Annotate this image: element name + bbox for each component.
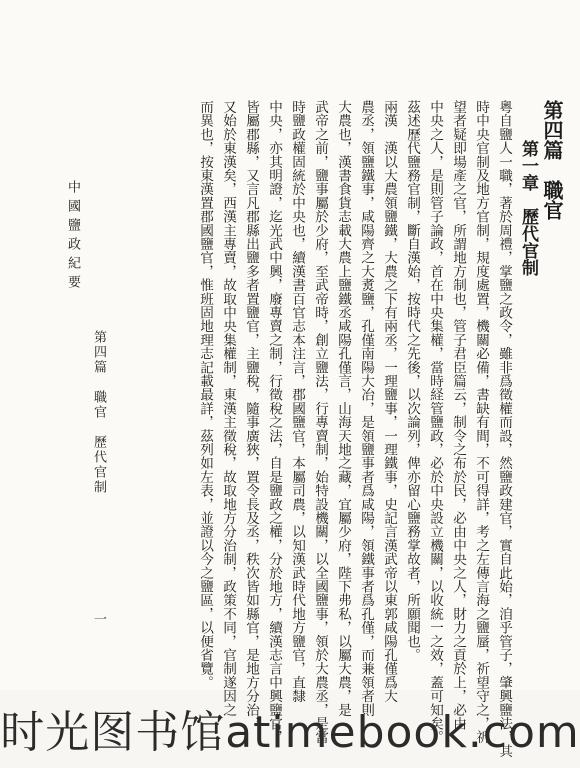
body-column: 大農也，漢書食貨志載大農上鹽鐵丞咸陽孔僅言，山海天地之藏，宜屬少府，陛下弗私，以屬大農，是 — [335, 100, 351, 717]
body-column: 時中央官制及地方官制，規度處置，機關必備，書缺有間，不可得詳，考之左傳言海之鹽蜃，祈望守之，祈 — [473, 100, 489, 744]
body-column: 農丞，領鹽鐵事，咸陽齊之大煑鹽，孔僅南陽大冶，是領鹽事者爲咸陽，領鐵事者爲孔僅，而兼領者則 — [358, 100, 374, 717]
body-column: 茲述歷代鹽務官制，斷自漢始，按時代之先後，以次論列，俾亦留心鹽務掌故者，所願聞也。 — [404, 100, 420, 662]
watermark: 时光图书馆atimebook.com — [0, 707, 580, 758]
page-number: 一 — [91, 612, 106, 625]
body-column: 而異也，按東漢置郡國鹽官，惟班固地理志記載最詳，茲列如左表，並證以今之鹽區，以便省覽。 — [197, 100, 213, 690]
body-column: 中央，亦其明證，迄光武中興，廢專賣之制，行徵稅之法，自是鹽政之權，分於地方，續漢志言中興鹽官， — [266, 100, 282, 744]
running-section-ref: 第四篇 職官 歷代官制 — [91, 330, 106, 495]
body-column: 武帝之前，鹽事屬於少府，至武帝時，創立鹽法，行專賣制，始特設機關，以全國鹽事，領於大農丞，是當 — [312, 100, 328, 744]
body-column: 兩漢 漢以大農領鹽鐵，大農之下有兩丞，一理鹽事，一理鐵事，史記言漢武帝以東郭咸陽孔僅爲大 — [381, 100, 397, 703]
body-column: 又始於東漢矣，西漢主專賣，故取中央集權制，東漢主徵稅，故取地方分治制，政策不同，官制遂因之 — [220, 100, 236, 717]
section-heading: 第一章 歷代官制 — [518, 140, 538, 276]
body-column: 中央之人，是則管子論政，首在中央集權，當時経管鹽政，必於中央設立機關，以收統一之效，蓋可知矣。 — [427, 100, 443, 744]
chapter-heading: 第四篇 職官 — [540, 100, 564, 220]
running-book-title: 中國鹽政紀要 — [65, 180, 80, 294]
body-column: 皆屬郡縣，又言凡郡縣出鹽多者置鹽官，主鹽稅，隨事廣狹，置令長及丞，秩次皆如縣官，是地方分治， — [243, 100, 259, 731]
body-column: 望者疑即場產之官，所謂地方制也，管子君臣篇云，制令之布於民，必由中央之人，財力之貢於上，必由 — [450, 100, 466, 731]
body-column: 粵自鹽人一職，著於周禮，掌鹽之政令，雖非爲徵權而設，然鹽政建官，實自此始，洎乎管子，肇興鹽法，其 — [496, 100, 512, 758]
body-column: 時鹽政權固統於中央也，續漢書百官志本注言，郡國鹽官，本屬司農，以知漢武時代地方鹽官，直隸 — [289, 100, 305, 703]
